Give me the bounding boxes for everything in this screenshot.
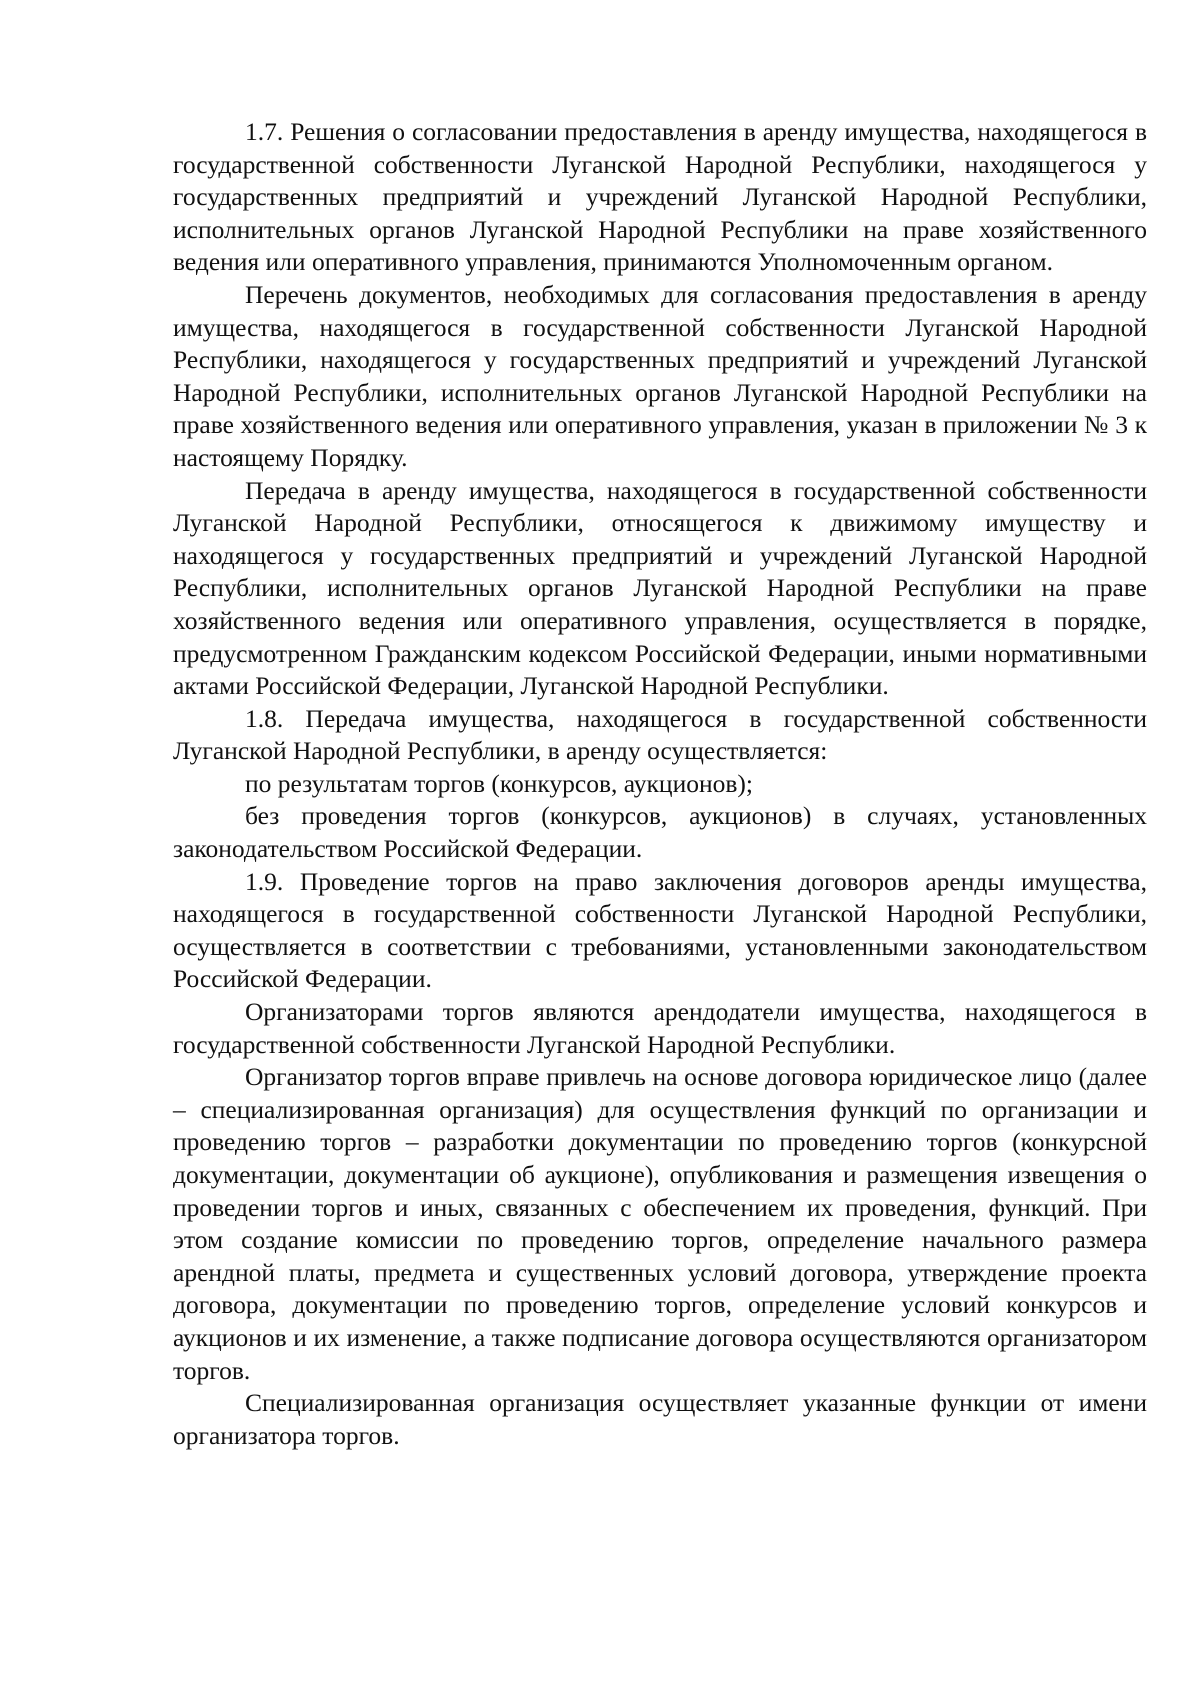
paragraph-1-7-decisions: 1.7. Решения о согласовании предоставления в аренду имущества, находящегося в государственной собственности Луганской Народной Республики, находящегося у государственных предприятий и учреждений Луганской Народной Республики, исполнительных органов Луганской Народной Республики на праве хозяйственного ведения или оперативного управления, принимаются Уполномоченным органом. [173, 117, 1147, 277]
paragraph-without-auction: без проведения торгов (конкурсов, аукционов) в случаях, установленных законодательством Российской Федерации. [173, 801, 1147, 864]
paragraph-1-8-transfer: 1.8. Передача имущества, находящегося в государственной собственности Луганской Народной Республики, в аренду осуществляется: [173, 703, 1147, 766]
paragraph-specialized-organization: Организатор торгов вправе привлечь на основе договора юридическое лицо (далее – специализированная организация) для осуществления функций по организации и проведению торгов – разработки документации по проведению торгов (конкурсной документации, документации об аукционе), опубликования и размещения извещения о проведении торгов и иных, связанных с обеспечением их проведения, функций. При этом создание комиссии по проведению торгов, определение начального размера арендной платы, предмета и существенных условий договора, утверждение проекта договора, документации по проведению торгов, определение условий конкурсов и аукционов и их изменение, а также подписание договора осуществляются организатором торгов. [173, 1062, 1147, 1385]
paragraph-documents-list: Перечень документов, необходимых для согласования предоставления в аренду имущества, находящегося в государственной собственности Луганской Народной Республики, находящегося у государственных предприятий и учреждений Луганской Народной Республики, исполнительных органов Луганской Народной Республики на праве хозяйственного ведения или оперативного управления, указан в приложении № 3 к настоящему Порядку. [173, 279, 1147, 472]
paragraph-1-9-auctions: 1.9. Проведение торгов на право заключения договоров аренды имущества, находящегося в государственной собственности Луганской Народной Республики, осуществляется в соответствии с требованиями, установленными законодательством Российской Федерации. [173, 866, 1147, 994]
paragraph-on-behalf-of-organizer: Специализированная организация осуществляет указанные функции от имени организатора торгов. [173, 1388, 1147, 1450]
paragraph-by-auction-results: по результатам торгов (конкурсов, аукционов); [245, 768, 753, 798]
document-body [173, 116, 1147, 1452]
paragraph-movable-property: Передача в аренду имущества, находящегося в государственной собственности Луганской Народной Республики, относящегося к движимому имуществу и находящегося у государственных предприятий и учреждений Луганской Народной Республики, исполнительных органов Луганской Народной Республики на праве хозяйственного ведения или оперативного управления, осуществляется в порядке, предусмотренном Гражданским кодексом Российской Федерации, иными нормативными актами Российской Федерации, Луганской Народной Республики. [173, 475, 1147, 701]
paragraph-organizers: Организаторами торгов являются арендодатели имущества, находящегося в государственной собственности Луганской Народной Республики. [173, 997, 1147, 1059]
